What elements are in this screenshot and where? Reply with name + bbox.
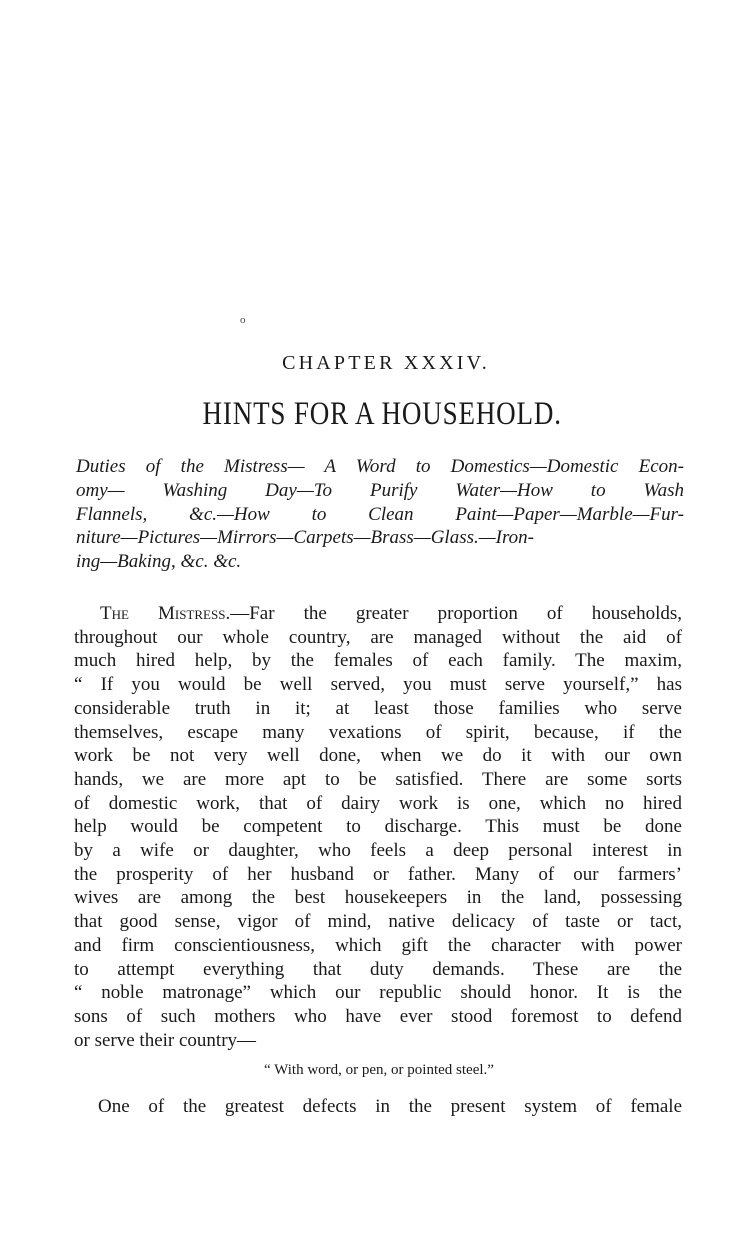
paragraph-line: of domestic work, that of dairy work is one, which no hired (74, 792, 682, 814)
summary-line: ing—Baking, &c. &c. (76, 551, 242, 573)
paragraph-line: or serve their country— (74, 1029, 257, 1051)
chapter-title: HINTS FOR A HOUSEHOLD. (202, 396, 562, 432)
paragraph-line: the prosperity of her husband or father. Many of our farmers’ (74, 863, 682, 885)
paragraph-line: much hired help, by the females of each family. The maxim, (74, 650, 682, 672)
paragraph-line: to attempt everything that duty demands. These are the (74, 958, 682, 980)
quotation: “ With word, or pen, or pointed steel.” (264, 1062, 494, 1078)
paragraph-line: “ noble matronage” which our republic should honor. It is the (74, 982, 682, 1004)
paragraph-lead: The Mistress. (100, 603, 231, 624)
paragraph-line: considerable truth in it; at least those families who serve (74, 697, 682, 719)
summary-line: Flannels, &c.—How to Clean Paint—Paper—Marble—Fur- (76, 503, 684, 525)
paragraph-line: themselves, escape many vexations of spirit, because, if the (74, 721, 682, 743)
paragraph-line: “ If you would be well served, you must serve yourself,” has (74, 674, 682, 696)
paragraph-line: work be not very well done, when we do it with our own (74, 745, 682, 767)
summary-line: Duties of the Mistress— A Word to Domestics—Domestic Econ- (76, 456, 684, 477)
paragraph-line: hands, we are more apt to be satisfied. There are some sorts (74, 768, 682, 790)
chapter-summary (76, 455, 684, 574)
paragraph-line: help would be competent to discharge. This must be done (74, 816, 682, 838)
body-paragraph (74, 602, 682, 1052)
paragraph-line: throughout our whole country, are managed without the aid of (74, 626, 682, 648)
summary-line: niture—Pictures—Mirrors—Carpets—Brass—Glass.—Iron- (76, 527, 534, 549)
paragraph-line: wives are among the best housekeepers in the land, possessing (74, 887, 682, 909)
paragraph-line: —Far the greater proportion of households, (230, 603, 682, 624)
paragraph-first-line (74, 602, 682, 626)
paragraph-line: and firm conscientiousness, which gift the character with power (74, 934, 682, 956)
chapter-number: CHAPTER XXXIV. (282, 352, 490, 374)
summary-line: omy— Washing Day—To Purify Water—How to Wash (76, 479, 684, 501)
stray-mark: o (240, 314, 246, 326)
paragraph-line: by a wife or daughter, who feels a deep personal interest in (74, 840, 682, 862)
paragraph-line: that good sense, vigor of mind, native delicacy of taste or tact, (74, 911, 682, 933)
paragraph-line: sons of such mothers who have ever stood foremost to defend (74, 1005, 682, 1027)
next-paragraph-start: One of the greatest defects in the present system of female (98, 1096, 682, 1117)
